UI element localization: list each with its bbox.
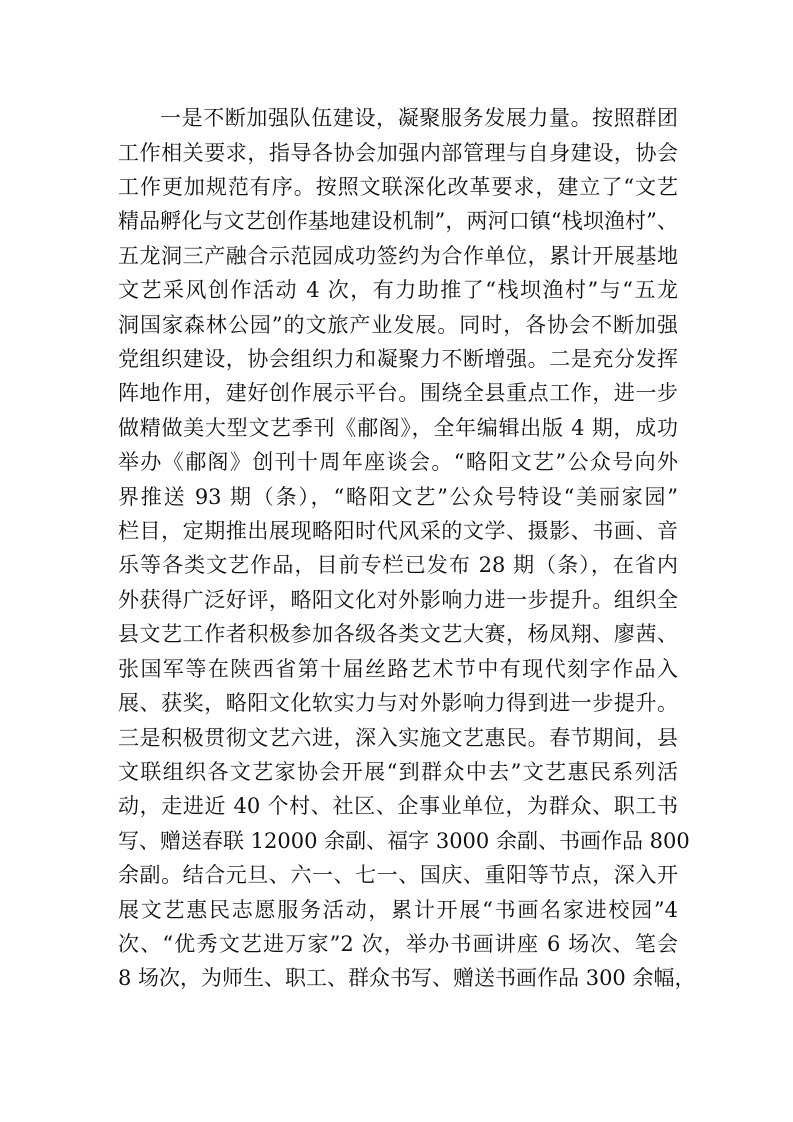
paragraph-line: 做精做美大型文艺季刊《郙阁》，全年编辑出版 4 期，成功 [118,416,678,440]
paragraph-line: 文联组织各文艺家协会开展“到群众中去”文艺惠民系列活 [118,760,678,784]
paragraph-line: 工作更加规范有序。按照文联深化改革要求，建立了“文艺 [118,175,678,199]
paragraph-line: 文艺采风创作活动 4 次，有力助推了“栈坝渔村”与“五龙 [118,278,678,302]
paragraph-line: 举办《郙阁》创刊十周年座谈会。“略阳文艺”公众号向外 [118,450,678,474]
paragraph-line: 五龙洞三产融合示范园成功签约为合作单位，累计开展基地 [118,244,678,268]
paragraph-line: 阵地作用，建好创作展示平台。围绕全县重点工作，进一步 [118,381,678,405]
paragraph-line: 写、赠送春联 12000 余副、福字 3000 余副、书画作品 800 [118,829,690,853]
paragraph-line: 党组织建设，协会组织力和凝聚力不断增强。二是充分发挥 [118,347,678,371]
paragraph-line: 一是不断加强队伍建设，凝聚服务发展力量。按照群团 [160,106,678,130]
paragraph-line: 县文艺工作者积极参加各级各类文艺大赛，杨凤翔、廖茜、 [118,622,678,646]
paragraph-line: 工作相关要求，指导各协会加强内部管理与自身建设，协会 [118,141,678,165]
paragraph-line: 8 场次，为师生、职工、群众书写、赠送书画作品 300 余幅， [118,966,696,990]
paragraph-line: 界推送 93 期（条），“略阳文艺”公众号特设“美丽家园” [118,485,678,509]
paragraph-line: 栏目，定期推出展现略阳时代风采的文学、摄影、书画、音 [118,519,678,543]
paragraph-line: 次、“优秀文艺进万家”2 次，举办书画讲座 6 场次、笔会 [118,932,678,956]
paragraph-line: 精品孵化与文艺创作基地建设机制”，两河口镇“栈坝渔村”、 [118,209,678,233]
paragraph-line: 洞国家森林公园”的文旅产业发展。同时，各协会不断加强 [118,313,678,337]
paragraph-line: 余副。结合元旦、六一、七一、国庆、重阳等节点，深入开 [118,863,678,887]
paragraph-line: 三是积极贯彻文艺六进，深入实施文艺惠民。春节期间，县 [118,726,678,750]
paragraph-line: 外获得广泛好评，略阳文化对外影响力进一步提升。组织全 [118,588,678,612]
paragraph-line: 展、获奖，略阳文化软实力与对外影响力得到进一步提升。 [118,691,678,715]
paragraph-line: 张国军等在陕西省第十届丝路艺术节中有现代刻字作品入 [118,657,678,681]
paragraph-line: 动，走进近 40 个村、社区、企事业单位，为群众、职工书 [118,794,678,818]
paragraph-line: 乐等各类文艺作品，目前专栏已发布 28 期（条），在省内 [118,553,678,577]
paragraph-line: 展文艺惠民志愿服务活动，累计开展“书画名家进校园”4 [118,898,678,922]
